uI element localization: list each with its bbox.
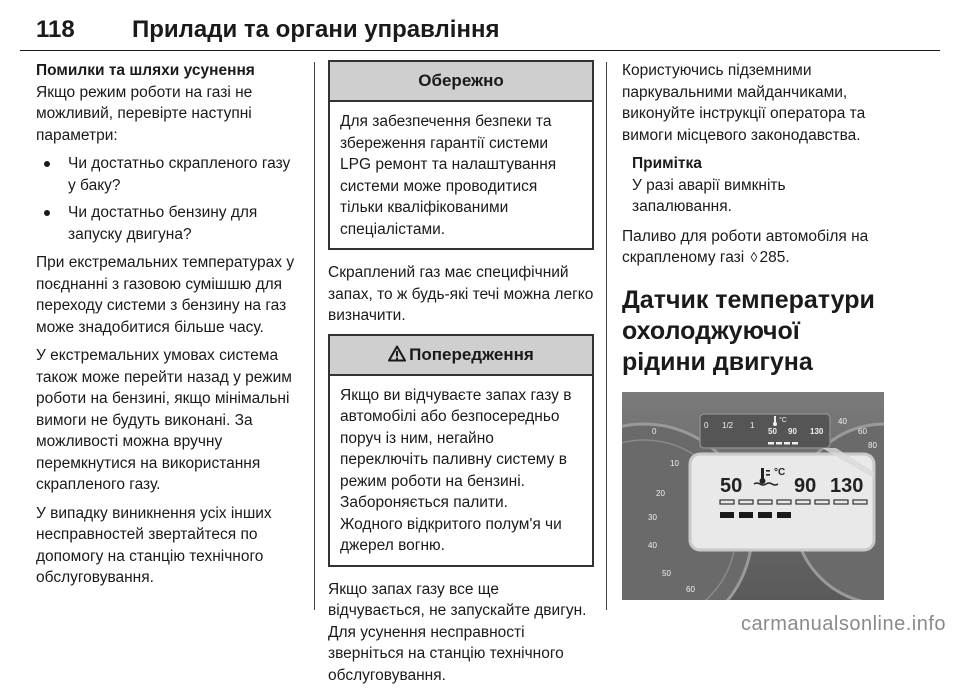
warning-triangle-icon (388, 338, 406, 376)
dial-scale-label: 80 (868, 440, 877, 450)
gauge-segment-lit (758, 512, 772, 518)
gauge-segment-small (784, 442, 790, 445)
cross-reference-icon: ◊ (750, 249, 758, 265)
caution-text: Для забезпечення безпеки та збереження гарантії системи LPG ремонт та налаштування системи може проводитися тільки кваліфікованими спеціалістами. (340, 113, 557, 238)
page-header (20, 16, 940, 51)
gauge-segment-lit (739, 512, 753, 518)
gauge-big-label: 90 (794, 474, 817, 497)
paragraph: Якщо запах газу все ще відчувається, не запускайте двигун. Для усунення несправності зверніться на станцію технічного обслуговування. (328, 580, 587, 684)
gauge-small-label: 1/2 (722, 420, 734, 430)
warning-header (330, 336, 592, 376)
column-left (36, 60, 302, 596)
page-reference[interactable]: 285. (759, 249, 790, 266)
paragraph: Скраплений газ має специфічний запах, то ж будь-які течі можна легко визначити. (328, 264, 594, 324)
column-divider (314, 62, 315, 610)
list-item (36, 153, 302, 196)
gauge-segment-small (776, 442, 782, 445)
dial-scale-label: 50 (662, 568, 671, 578)
section-title: Датчик температури охолоджуючої рідини двигуна (622, 285, 875, 376)
note-text: У разі аварії вимкніть запалювання. (632, 176, 786, 215)
gauge-segment-small (792, 442, 798, 445)
dial-scale-label: 60 (858, 426, 867, 436)
gauge-segment-small (768, 442, 774, 445)
warning-text: Забороняється палити. (340, 494, 508, 511)
watermark: carmanualsonline.info (740, 613, 946, 635)
gauge-big-label: 130 (830, 474, 864, 497)
note (622, 153, 884, 218)
warning-text: Якщо ви відчуваєте запах газу в автомобілі або безпосередньо поруч із ним, негайно переключіть паливну систему в режим роботи на бензині. (340, 386, 572, 490)
list-item-text: Чи достатньо скрапленого газу у баку? (68, 155, 291, 194)
paragraph (622, 226, 884, 269)
gauge-small-label: 50 (768, 426, 777, 436)
troubleshooting-heading: Помилки та шляхи усунення (36, 62, 255, 79)
paragraph: У випадку виникнення усіх інших несправностей звертайтеся по допомогу на станцію технічного обслуговування. (36, 504, 272, 586)
instrument-cluster-illustration (622, 392, 884, 600)
note-title: Примітка (632, 155, 702, 172)
paragraph: При екстремальних температурах у поєднанні з газовою сумішшю для переходу системи з бензину на газ може знадобитися більше часу. (36, 254, 295, 336)
warning-text: Жодного відкритого полум'я чи джерел вогню. (340, 515, 562, 554)
page-number: 118 (36, 16, 75, 43)
dial-scale-label: 30 (648, 512, 657, 522)
dial-scale-label: 60 (686, 584, 695, 594)
warning-box (328, 334, 594, 567)
gauge-small-label: 90 (788, 426, 797, 436)
column-right (622, 60, 884, 600)
dial-scale-label: 0 (652, 426, 657, 436)
paragraph: Користуючись підземними паркувальними майданчиками, виконуйте інструкції оператора та вимоги місцевого законодавства. (622, 62, 866, 144)
svg-text:°C: °C (779, 416, 787, 424)
checklist (36, 153, 302, 245)
list-item (36, 202, 302, 245)
column-divider (606, 62, 607, 610)
dial-scale-label: 40 (648, 540, 657, 550)
dial-scale-label: 20 (656, 488, 665, 498)
dial-scale-label: 40 (838, 416, 847, 426)
list-item-text: Чи достатньо бензину для запуску двигуна? (68, 204, 258, 243)
paragraph: У екстремальних умовах система також може перейти назад у режим роботи на бензині, якщо мінімальні вимоги не будуть виконані. За можливості можна вручну перемкнутися на використання скрапленого газу. (36, 347, 292, 493)
svg-text:°C: °C (774, 466, 786, 478)
warning-body (330, 376, 592, 565)
dial-scale-label: 10 (670, 458, 679, 468)
paragraph-text: Паливо для роботи автомобіля на скрапленому газі (622, 227, 869, 266)
caution-box (328, 60, 594, 250)
gauge-small-label: 0 (704, 420, 709, 430)
page-header-title: Прилади та органи управління (132, 16, 500, 43)
warning-title: Попередження (409, 344, 534, 364)
gauge-big-label: 50 (720, 474, 743, 497)
intro-paragraph: Якщо режим роботи на газі не можливий, перевірте наступні параметри: (36, 83, 253, 144)
column-middle (328, 60, 594, 693)
bullet-icon (44, 161, 50, 167)
gauge-small-label: 1 (750, 420, 755, 430)
gauge-segment-lit (720, 512, 734, 518)
gauge-small-label: 130 (810, 426, 824, 436)
caution-title: Обережно (330, 62, 592, 102)
gauge-segment-lit (777, 512, 791, 518)
bullet-icon (44, 210, 50, 216)
